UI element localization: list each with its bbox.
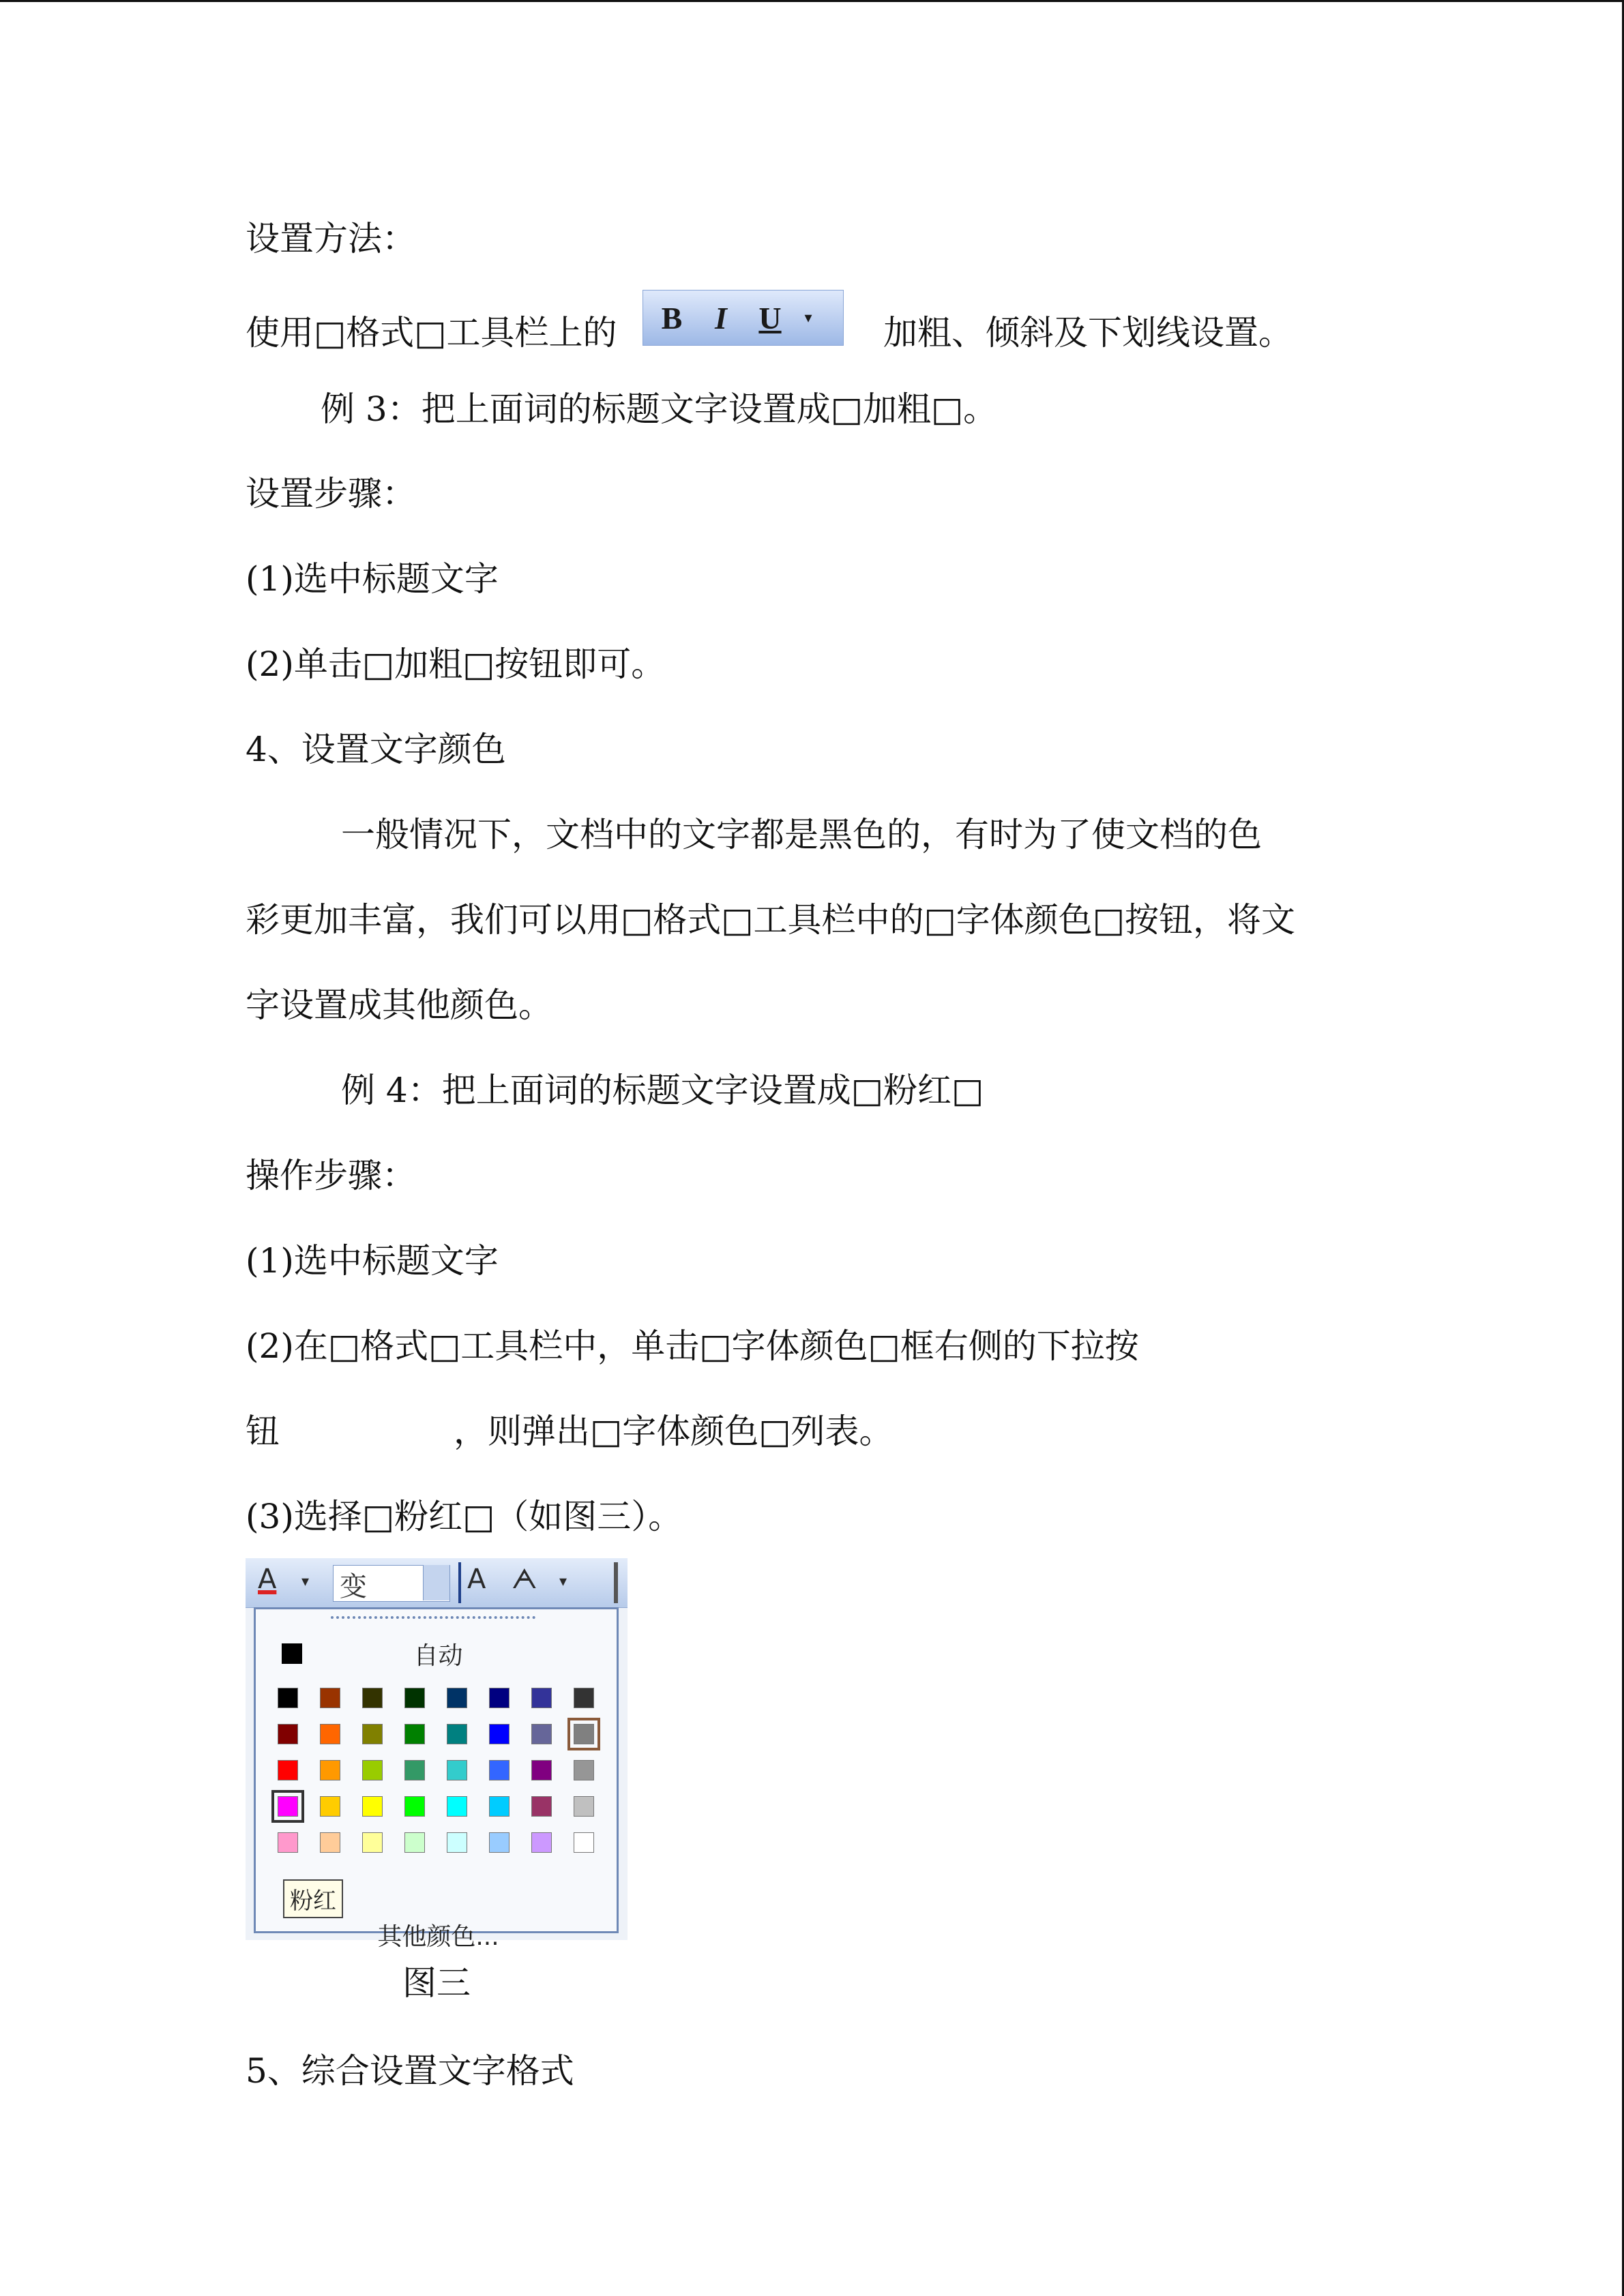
text-line: (1)选中标题文字 xyxy=(246,1241,499,1281)
color-swatch[interactable] xyxy=(447,1760,467,1780)
text-line: (2)在□格式□工具栏中，单击□字体颜色□框右侧的下拉按 xyxy=(246,1326,1139,1366)
section-heading: 5、综合设置文字格式 xyxy=(246,2051,574,2091)
text-line: (1)选中标题文字 xyxy=(246,559,499,599)
bold-italic-underline-toolbar-image xyxy=(643,290,844,346)
color-swatch[interactable] xyxy=(278,1796,298,1817)
figure-caption: 图三 xyxy=(402,1963,471,2003)
text-line: 钮 xyxy=(246,1412,280,1451)
text-line: 设置步骤： xyxy=(246,474,416,513)
color-swatch[interactable] xyxy=(278,1760,298,1780)
color-swatch[interactable] xyxy=(574,1724,594,1744)
bold-icon: B xyxy=(661,300,683,336)
color-swatch[interactable] xyxy=(489,1832,510,1853)
color-swatch[interactable] xyxy=(447,1796,467,1817)
text-line: 字设置成其他颜色。 xyxy=(246,985,552,1025)
font-color-picker-screenshot xyxy=(246,1558,628,1951)
text-line: 使用□格式□工具栏上的 xyxy=(246,313,617,353)
color-swatch[interactable] xyxy=(404,1688,425,1708)
tooltip: 粉红 xyxy=(283,1879,343,1918)
text-line: 操作步骤： xyxy=(246,1156,416,1195)
color-swatch[interactable] xyxy=(489,1760,510,1780)
section-heading: 4、设置文字颜色 xyxy=(246,730,506,769)
chevron-down-icon: ▾ xyxy=(301,1573,310,1590)
color-swatch[interactable] xyxy=(320,1688,340,1708)
color-swatch[interactable] xyxy=(278,1688,298,1708)
text-line: ，则弹出□字体颜色□列表。 xyxy=(454,1412,894,1451)
color-swatch[interactable] xyxy=(320,1760,340,1780)
color-swatch[interactable] xyxy=(531,1760,552,1780)
color-swatch[interactable] xyxy=(362,1796,383,1817)
color-swatch[interactable] xyxy=(404,1796,425,1817)
style-dropdown-button xyxy=(423,1565,449,1600)
color-swatch[interactable] xyxy=(362,1724,383,1744)
color-swatch[interactable] xyxy=(404,1832,425,1853)
drag-grip xyxy=(331,1616,535,1624)
text-effects-icon: ᗅ xyxy=(512,1564,537,1595)
text-line: 例 3：把上面词的标题文字设置成□加粗□。 xyxy=(321,389,998,429)
color-swatch[interactable] xyxy=(574,1760,594,1780)
chevron-down-icon: ▾ xyxy=(559,1573,567,1590)
color-swatch[interactable] xyxy=(404,1760,425,1780)
color-swatch[interactable] xyxy=(278,1724,298,1744)
chevron-down-icon: ▾ xyxy=(804,309,812,326)
color-swatch[interactable] xyxy=(489,1688,510,1708)
style-box-text: 变 xyxy=(340,1571,367,1602)
color-swatch[interactable] xyxy=(489,1724,510,1744)
underline-icon: U xyxy=(758,300,782,336)
color-swatch[interactable] xyxy=(447,1832,467,1853)
italic-icon: I xyxy=(715,300,727,336)
color-swatch[interactable] xyxy=(447,1688,467,1708)
color-swatch[interactable] xyxy=(404,1724,425,1744)
color-swatch[interactable] xyxy=(320,1724,340,1744)
color-swatch[interactable] xyxy=(320,1832,340,1853)
toolbar-separator xyxy=(614,1562,618,1603)
color-swatch[interactable] xyxy=(531,1688,552,1708)
color-swatch[interactable] xyxy=(574,1688,594,1708)
text-line: 加粗、倾斜及下划线设置。 xyxy=(883,313,1293,353)
text-line: (3)选择□粉红□（如图三）。 xyxy=(246,1497,683,1536)
color-dropdown-panel xyxy=(254,1607,619,1951)
color-swatch[interactable] xyxy=(362,1760,383,1780)
color-swatch[interactable] xyxy=(531,1796,552,1817)
auto-color-label: 自动 xyxy=(413,1642,463,1670)
text-line: (2)单击□加粗□按钮即可。 xyxy=(246,644,666,684)
text-line: 例 4：把上面词的标题文字设置成□粉红□ xyxy=(341,1071,984,1110)
color-swatch[interactable] xyxy=(531,1724,552,1744)
formatting-toolbar xyxy=(246,1558,628,1608)
color-swatch[interactable] xyxy=(362,1688,383,1708)
color-swatch[interactable] xyxy=(278,1832,298,1853)
toolbar-separator xyxy=(458,1562,461,1603)
color-swatch[interactable] xyxy=(574,1796,594,1817)
color-swatch[interactable] xyxy=(320,1796,340,1817)
highlight-icon: A xyxy=(467,1564,486,1595)
text-line: 设置方法： xyxy=(246,219,416,258)
color-swatch[interactable] xyxy=(531,1832,552,1853)
text-line: 一般情况下，文档中的文字都是黑色的，有时为了使文档的色 xyxy=(341,815,1262,854)
more-colors-label: 其他颜色... xyxy=(377,1923,499,1951)
text-line: 彩更加丰富，我们可以用□格式□工具栏中的□字体颜色□按钮，将文 xyxy=(246,900,1295,940)
font-color-icon: A xyxy=(258,1564,277,1595)
color-swatch[interactable] xyxy=(574,1832,594,1853)
color-swatch[interactable] xyxy=(447,1724,467,1744)
color-swatch[interactable] xyxy=(362,1832,383,1853)
color-swatch[interactable] xyxy=(489,1796,510,1817)
page-top-border xyxy=(0,0,1624,2)
